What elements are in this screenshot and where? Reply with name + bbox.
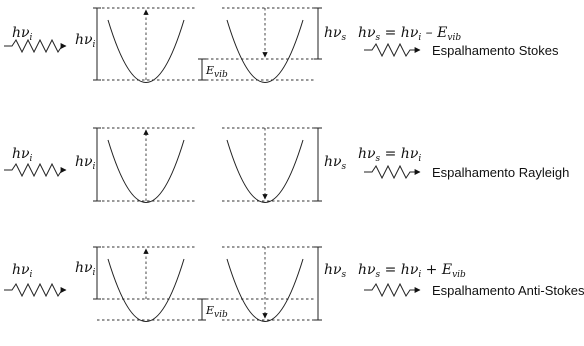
scattered-photon-wave bbox=[364, 284, 420, 296]
energy-equation: $h\nu_s = h\nu_i$ bbox=[358, 146, 422, 164]
scattered-photon-wave bbox=[364, 44, 420, 56]
left-energy-bracket-label: $h\nu_i$ bbox=[75, 260, 96, 278]
incident-photon-label: $h\nu_i$ bbox=[12, 25, 33, 43]
evib-label: $E_{vib}$ bbox=[206, 64, 228, 80]
row-rayleigh bbox=[4, 128, 569, 203]
right-energy-bracket-label: $h\nu_s$ bbox=[324, 262, 347, 280]
scattering-type-label: Espalhamento Anti-Stokes bbox=[432, 283, 584, 298]
right-energy-bracket-label: $h\nu_s$ bbox=[324, 25, 347, 43]
scattered-photon-wave bbox=[364, 166, 420, 178]
scattering-type-label: Espalhamento Rayleigh bbox=[432, 165, 570, 180]
row-anti-stokes bbox=[4, 247, 584, 322]
incident-photon-wave bbox=[4, 40, 66, 52]
energy-equation: $h\nu_s = h\nu_i - E_{vib}$ bbox=[358, 25, 462, 43]
evib-bracket bbox=[198, 59, 206, 80]
right-energy-bracket bbox=[314, 8, 322, 59]
incident-photon-wave bbox=[4, 164, 66, 176]
energy-equation: $h\nu_s = h\nu_i + E_{vib}$ bbox=[358, 262, 466, 280]
right-energy-bracket bbox=[314, 247, 322, 320]
left-energy-bracket-label: $h\nu_i$ bbox=[75, 154, 96, 172]
incident-photon-wave bbox=[4, 284, 66, 296]
evib-label: $E_{vib}$ bbox=[206, 304, 228, 320]
scattering-type-label: Espalhamento Stokes bbox=[432, 43, 559, 58]
incident-photon-label: $h\nu_i$ bbox=[12, 262, 33, 280]
right-energy-bracket-label: $h\nu_s$ bbox=[324, 154, 347, 172]
left-energy-bracket-label: $h\nu_i$ bbox=[75, 32, 96, 50]
incident-photon-label: $h\nu_i$ bbox=[12, 146, 33, 164]
row-stokes bbox=[4, 8, 559, 83]
right-energy-bracket bbox=[314, 128, 322, 201]
evib-bracket bbox=[198, 299, 206, 320]
